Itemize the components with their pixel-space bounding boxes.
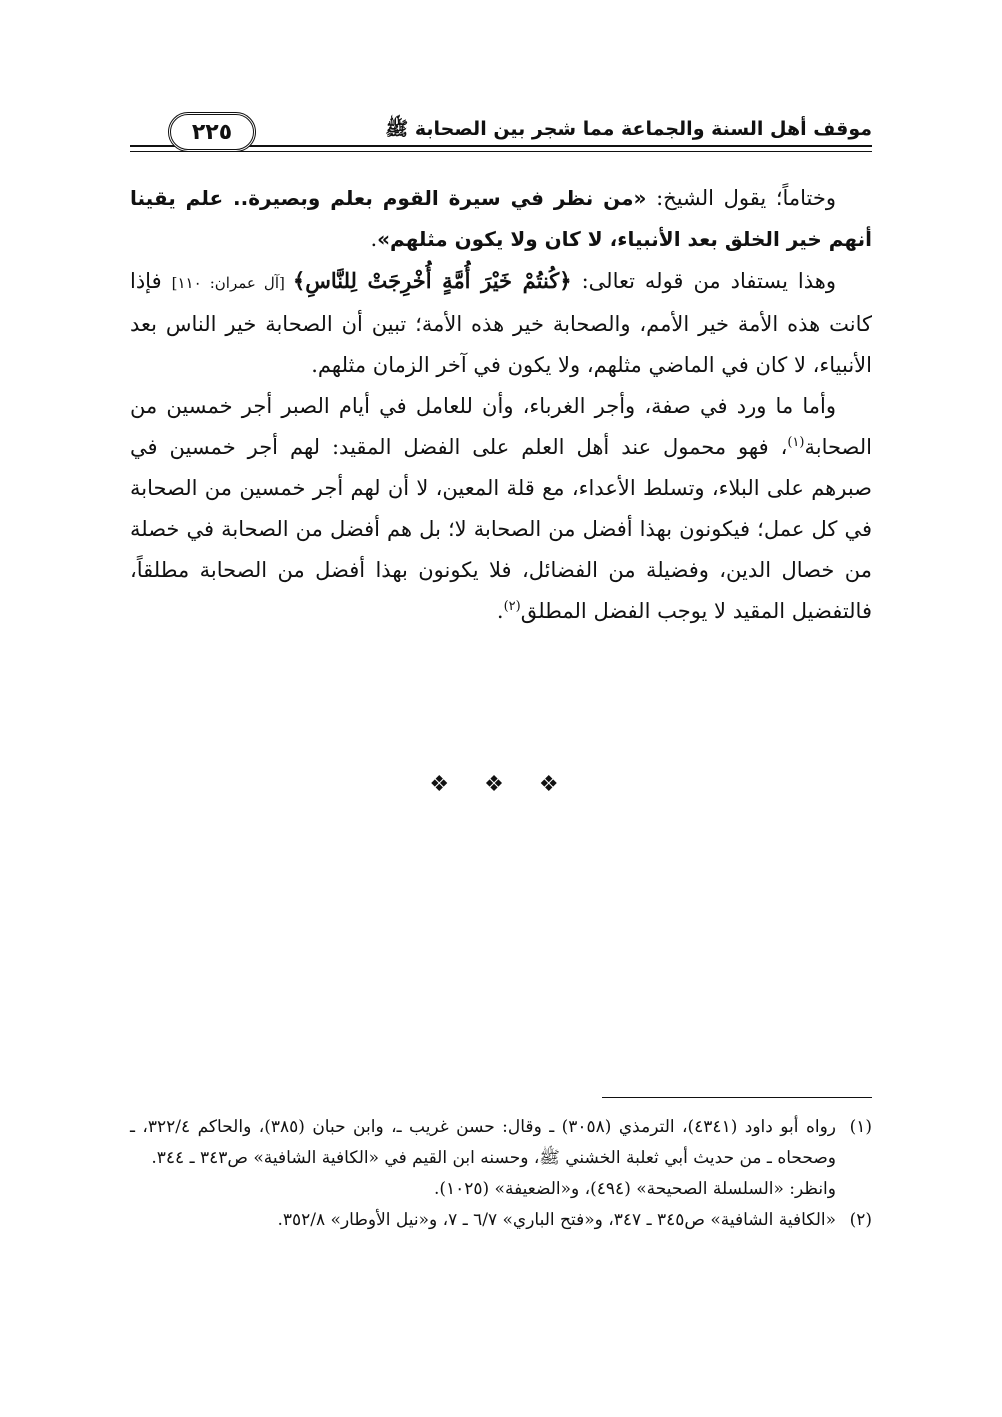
paragraph-text: ، فهو محمول عند أهل العلم على الفضل المقيد: لهم أجر خمسين في صبرهم على البلاء، وتسلط الأعداء، مع قلة المعين، لا أن لهم أجر خمسين من الصحابة في كل عمل؛ فيكونون بهذا أفضل من الصحابة لا؛ بل هم أفضل من الصحابة في خصلة من خصال الدين، وفضيلة من الفضائل، فلا يكونون بهذا أفضل من الصحابة مطلقاً، فالتفضيل المقيد لا يوجب الفضل المطلق <box>130 435 872 623</box>
footnote-text <box>130 1205 836 1236</box>
paragraph-text: فإذا كانت هذه الأمة خير الأمم، والصحابة خير هذه الأمة؛ تبين أن الصحابة خير الناس بعد الأنبياء، لا كان في الماضي مثلهم، ولا يكون في آخر الزمان مثلهم. <box>130 269 872 377</box>
sheikh-quote: «من نظر في سيرة القوم بعلم وبصيرة.. علم يقينا أنهم خير الخلق بعد الأنبياء، لا كان ولا يكون مثلهم» <box>130 186 872 251</box>
footnote-separator <box>602 1097 872 1098</box>
book-page <box>130 100 872 1360</box>
page-number: ٢٢٥ <box>168 112 256 152</box>
footnote-number: (٢) <box>849 1210 872 1230</box>
footnote-line: رواه أبو داود (٤٣٤١)، الترمذي (٣٠٥٨) ـ وقال: حسن غريب ـ، وابن حبان (٣٨٥)، والحاكم ٣٢٢/٤، ـ وصححاه ـ من حديث أبي ثعلبة الخشني ﷺ، وحسنه ابن القيم في «الكافية الشافية» ص٣٤٣ ـ ٣٤٤. <box>130 1117 836 1168</box>
footnote-marker-1[interactable]: (١) <box>787 435 805 450</box>
paragraph-lead: وختاماً؛ يقول الشيخ: <box>646 186 836 210</box>
footnotes <box>130 1112 872 1236</box>
paragraph-end: . <box>370 227 378 251</box>
footnote-1 <box>130 1112 872 1205</box>
quran-verse: ﴿كُنتُمْ خَيْرَ أُمَّةٍ أُخْرِجَتْ لِلنَّاسِ﴾ <box>292 268 572 293</box>
paragraph-end: . <box>496 599 504 623</box>
footnote-line: وانظر: «السلسلة الصحيحة» (٤٩٤)، و«الضعيفة» (١٠٢٥). <box>433 1179 836 1199</box>
page-header <box>130 100 872 162</box>
verse-reference: [آل عمران: ١١٠] <box>171 274 293 292</box>
paragraph-reward <box>130 386 872 632</box>
paragraph-verse <box>130 260 872 386</box>
footnote-number: (١) <box>849 1117 872 1137</box>
paragraph-lead: وهذا يستفاد من قوله تعالى: <box>571 269 836 293</box>
paragraph-conclusion <box>130 178 872 260</box>
running-title: موقف أهل السنة والجماعة مما شجر بين الصحابة ﷺ <box>385 118 872 140</box>
main-text <box>130 178 872 632</box>
footnote-2 <box>130 1205 872 1236</box>
footnote-marker-2[interactable]: (٢) <box>503 599 521 614</box>
footnote-line: «الكافية الشافية» ص٣٤٥ ـ ٣٤٧، و«فتح الباري» ٦/٧ ـ ٧، و«نيل الأوطار» ٣٥٢/٨. <box>277 1210 836 1230</box>
footnote-text <box>130 1112 836 1205</box>
paragraph-text: وأما ما ورد في صفة، وأجر الغرباء، وأن للعامل في أيام الصبر أجر خمسين من الصحابة <box>130 394 872 459</box>
section-divider: ❖ ❖ ❖ <box>429 772 573 797</box>
